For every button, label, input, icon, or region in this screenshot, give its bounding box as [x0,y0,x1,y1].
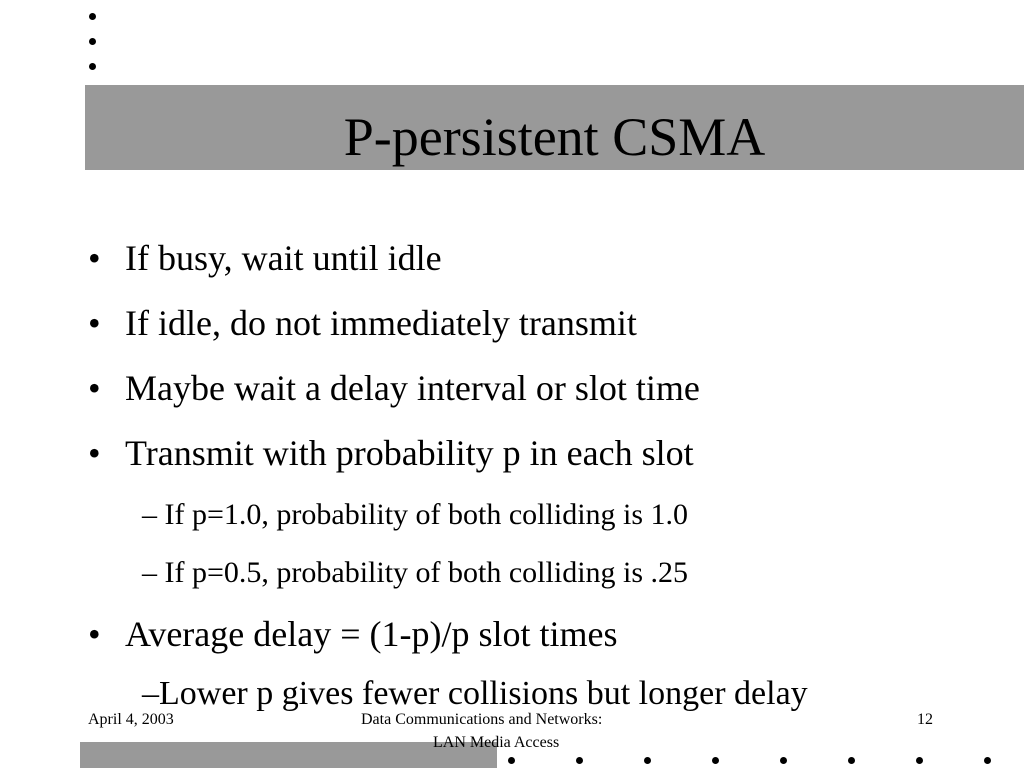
sub-bullet-item [142,556,688,590]
decor-dot [712,757,719,764]
decor-dot [576,757,583,764]
bullet-mark: • [88,433,101,473]
sub-bullet-text: If p=0.5, probability of both colliding is .25 [164,556,689,589]
decor-dot [89,13,96,20]
decor-dot [984,757,991,764]
slide-title: P-persistent CSMA [343,107,766,167]
footer-page-number: 12 [917,711,933,728]
footer-date: April 4, 2003 [88,711,174,728]
bullet-text: If idle, do not immediately transmit [125,303,637,343]
bullet-mark: • [88,303,101,343]
bullet-text: If busy, wait until idle [125,238,442,278]
bullet-mark: • [88,368,101,408]
decor-dot [780,757,787,764]
bullet-mark: • [88,238,101,278]
decor-dot [644,757,651,764]
bullet-text: Maybe wait a delay interval or slot time [125,368,700,408]
bullet-text: Transmit with probability p in each slot [125,433,694,473]
footer-course-line2: LAN Media Access [433,734,560,751]
bullet-mark: • [88,614,101,654]
decor-dot [89,38,96,45]
decor-dot [848,757,855,764]
decor-dot [89,63,96,70]
sub-bullet-mark: – [142,675,159,712]
title-bar [85,85,1024,170]
sub-bullet-item [142,675,808,713]
decor-dot [508,757,515,764]
sub-bullet-mark: – [142,498,157,531]
sub-bullet-mark: – [142,556,157,589]
footer-course-line1: Data Communications and Networks: [361,711,603,728]
sub-bullet-text: Lower p gives fewer collisions but longer delay [159,675,808,712]
decor-dot [916,757,923,764]
bullet-text: Average delay = (1-p)/p slot times [125,614,618,654]
sub-bullet-text: If p=1.0, probability of both colliding is 1.0 [164,498,689,531]
sub-bullet-item [142,498,688,532]
